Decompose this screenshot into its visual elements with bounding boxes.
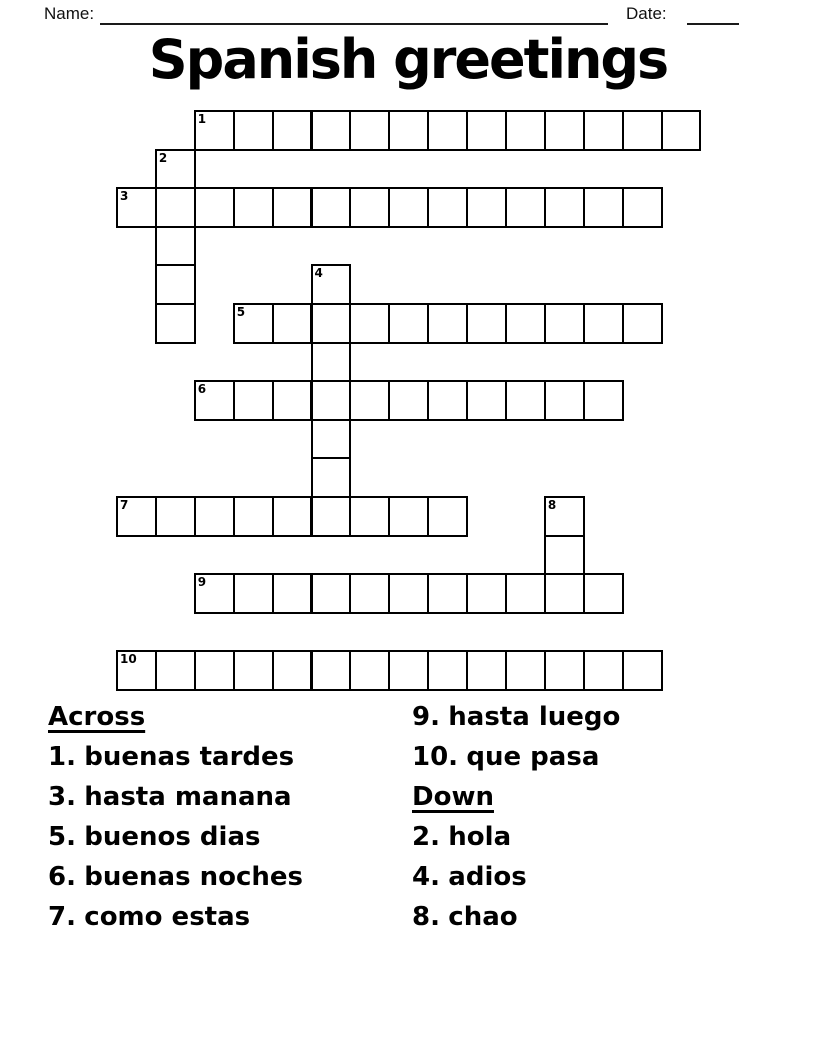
grid-cell	[233, 303, 274, 344]
grid-cell	[116, 187, 157, 228]
grid-cell	[194, 380, 235, 421]
clue-number: 7.	[48, 902, 76, 932]
grid-cell	[272, 650, 313, 691]
grid-cell	[622, 187, 663, 228]
grid-cell	[233, 110, 274, 151]
grid-cell	[427, 650, 468, 691]
grid-cell	[505, 573, 546, 614]
grid-cell	[388, 650, 429, 691]
clue-number: 4.	[412, 862, 440, 892]
grid-cell	[311, 110, 352, 151]
clue-down-8	[412, 897, 772, 937]
grid-cell	[622, 650, 663, 691]
grid-cell	[622, 303, 663, 344]
clue-text: buenas noches	[84, 862, 304, 892]
grid-cell	[194, 496, 235, 537]
clues-right-column	[412, 697, 772, 937]
grid-cell	[583, 573, 624, 614]
grid-cell	[583, 303, 624, 344]
grid-cell	[583, 650, 624, 691]
clue-text: buenos dias	[84, 822, 261, 852]
clue-across-10	[412, 737, 772, 777]
grid-cell	[466, 650, 507, 691]
grid-cell	[233, 650, 274, 691]
clue-number: 10.	[412, 742, 459, 772]
clue-number: 2.	[412, 822, 440, 852]
grid-cell	[155, 187, 196, 228]
clue-text: hasta manana	[84, 782, 292, 812]
clue-number: 3.	[48, 782, 76, 812]
grid-cell	[311, 303, 352, 344]
grid-cell	[311, 496, 352, 537]
grid-cell	[505, 650, 546, 691]
grid-cell	[349, 187, 390, 228]
grid-cell	[427, 380, 468, 421]
grid-cell	[388, 496, 429, 537]
grid-cell	[583, 380, 624, 421]
down-heading: Down	[412, 782, 494, 812]
grid-cell	[311, 419, 352, 460]
grid-cell	[233, 496, 274, 537]
grid-cell	[194, 187, 235, 228]
grid-cell	[466, 303, 507, 344]
grid-cell	[661, 110, 702, 151]
clue-text: como estas	[84, 902, 251, 932]
grid-cell	[349, 573, 390, 614]
clue-across-5	[48, 817, 408, 857]
grid-cell	[311, 342, 352, 383]
grid-cell	[388, 380, 429, 421]
grid-cell	[194, 650, 235, 691]
grid-cell	[544, 496, 585, 537]
grid-cell	[155, 650, 196, 691]
grid-cell	[427, 187, 468, 228]
grid-cell	[583, 187, 624, 228]
grid-cell	[466, 573, 507, 614]
grid-cell	[155, 303, 196, 344]
grid-cell	[466, 380, 507, 421]
grid-cell	[311, 650, 352, 691]
clues-left-column	[48, 697, 408, 937]
clue-text: hasta luego	[448, 702, 621, 732]
clue-number: 5.	[48, 822, 76, 852]
grid-cell	[349, 496, 390, 537]
grid-cell	[388, 110, 429, 151]
clue-across-9	[412, 697, 772, 737]
grid-cell	[116, 650, 157, 691]
grid-cell	[466, 187, 507, 228]
clue-number: 6.	[48, 862, 76, 892]
grid-cell-number: 8	[547, 498, 557, 512]
grid-cell	[311, 573, 352, 614]
grid-cell	[233, 187, 274, 228]
grid-cell	[505, 187, 546, 228]
grid-cell	[155, 264, 196, 305]
grid-cell-number: 1	[197, 112, 207, 126]
grid-cell	[311, 380, 352, 421]
grid-cell	[388, 573, 429, 614]
grid-cell	[311, 457, 352, 498]
clue-across-6	[48, 857, 408, 897]
grid-cell	[272, 380, 313, 421]
clue-down-2	[412, 817, 772, 857]
grid-cell	[544, 303, 585, 344]
grid-cell	[427, 496, 468, 537]
clue-number: 9.	[412, 702, 440, 732]
grid-cell	[155, 496, 196, 537]
clue-text: hola	[448, 822, 512, 852]
clue-text: que pasa	[466, 742, 600, 772]
grid-cell-number: 3	[120, 189, 129, 204]
grid-cell-number: 5	[236, 305, 246, 319]
grid-cell	[583, 110, 624, 151]
grid-cell-number: 10	[120, 652, 137, 667]
grid-cell	[505, 303, 546, 344]
name-label: Name:	[44, 4, 95, 23]
date-label: Date:	[626, 4, 667, 23]
grid-cell	[272, 496, 313, 537]
grid-cell	[622, 110, 663, 151]
clue-across-3	[48, 777, 408, 817]
clue-number: 8.	[412, 902, 440, 932]
grid-cell	[349, 380, 390, 421]
grid-cell	[116, 496, 157, 537]
grid-cell	[544, 650, 585, 691]
clue-text: buenas tardes	[84, 742, 295, 772]
grid-cell	[311, 187, 352, 228]
grid-cell	[233, 573, 274, 614]
grid-cell	[427, 573, 468, 614]
grid-cell	[544, 380, 585, 421]
grid-cell	[272, 303, 313, 344]
grid-cell	[194, 110, 235, 151]
grid-cell	[388, 187, 429, 228]
page-title: Spanish greetings	[148, 28, 668, 91]
grid-cell	[505, 110, 546, 151]
grid-cell	[544, 110, 585, 151]
clue-text: chao	[448, 902, 518, 932]
grid-cell	[194, 573, 235, 614]
grid-cell-number: 9	[197, 575, 207, 590]
grid-cell	[466, 110, 507, 151]
grid-cell	[388, 303, 429, 344]
grid-cell	[544, 573, 585, 614]
grid-cell	[349, 303, 390, 344]
clue-text: adios	[448, 862, 527, 892]
clue-number: 1.	[48, 742, 76, 772]
clue-across-1	[48, 737, 408, 777]
grid-cell	[155, 226, 196, 267]
clue-across-7	[48, 897, 408, 937]
grid-cell	[311, 264, 352, 305]
grid-cell	[544, 187, 585, 228]
clue-down-4	[412, 857, 772, 897]
grid-cell-number: 4	[314, 266, 323, 281]
grid-cell	[272, 573, 313, 614]
grid-cell	[349, 650, 390, 691]
grid-cell	[349, 110, 390, 151]
grid-cell-number: 6	[197, 382, 207, 397]
grid-cell	[272, 187, 313, 228]
grid-cell-number: 7	[120, 498, 129, 512]
grid-cell	[233, 380, 274, 421]
across-heading: Across	[48, 702, 146, 732]
grid-cell	[505, 380, 546, 421]
grid-cell	[427, 303, 468, 344]
grid-cell-number: 2	[158, 150, 168, 165]
grid-cell	[544, 535, 585, 576]
grid-cell	[155, 149, 196, 190]
grid-cell	[427, 110, 468, 151]
grid-cell	[272, 110, 313, 151]
